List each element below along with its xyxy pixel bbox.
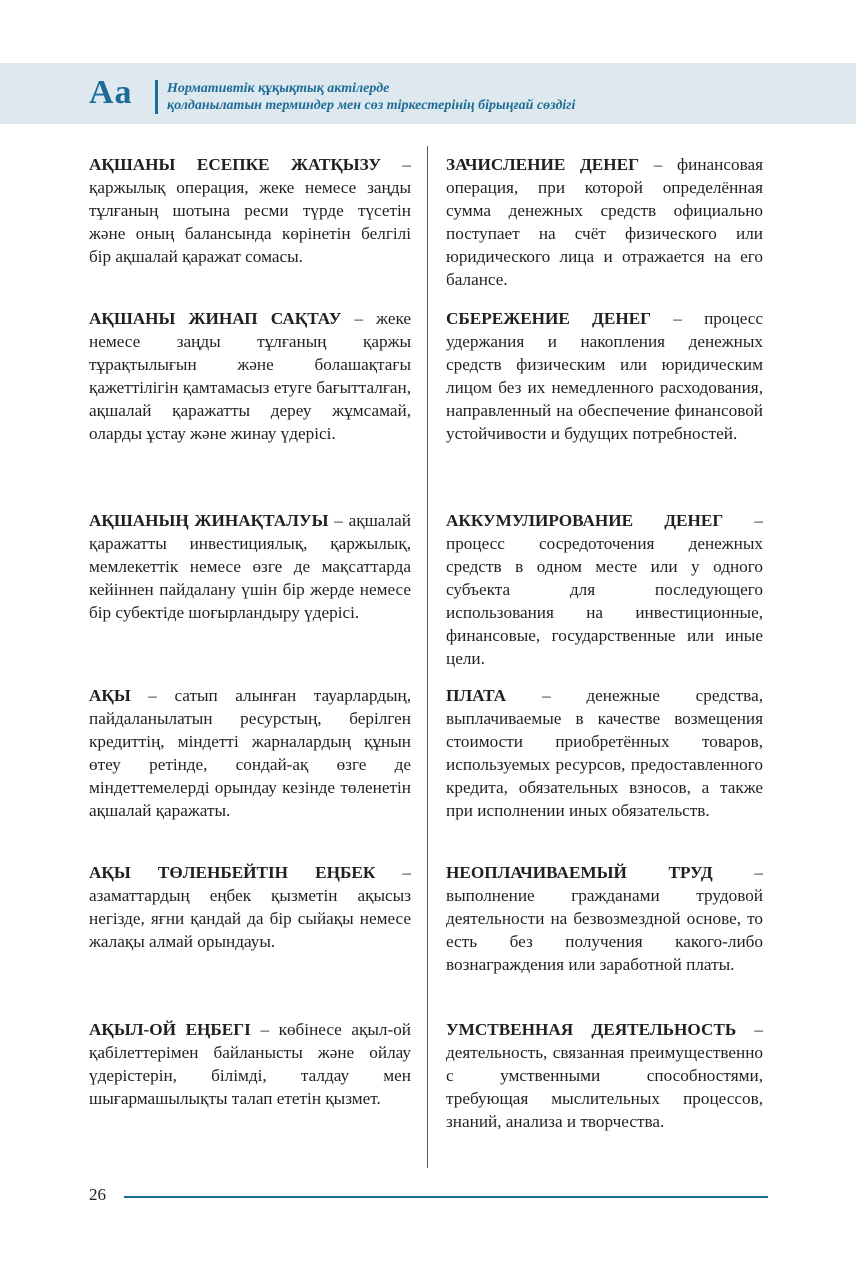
ru-definition: – деятельность, связанная преимущественно с умственными способностями, требующая мыслительных процессов, знаний, анализа и творчества.	[446, 1020, 763, 1131]
kz-definition: – азаматтардың еңбек қызметін ақысыз негізде, яғни қандай да бір сыйақы немесе жалақы алмай орындауы.	[89, 863, 411, 951]
kz-definition: – ақшалай қаражатты инвестициялық, қаржылық, мемлекеттік немесе өзге де мақсаттарда кейіннен пайдалану үшін бір жерде немесе бір субектіде шоғырландыру үдерісі.	[89, 511, 411, 622]
ru-term: УМСТВЕННАЯ ДЕЯТЕЛЬНОСТЬ	[446, 1020, 737, 1039]
header-separator	[155, 80, 158, 114]
kz-term: АҚШАНЫ ЕСЕПКЕ ЖАТҚЫЗУ	[89, 155, 381, 174]
ru-term: СБЕРЕЖЕНИЕ ДЕНЕГ	[446, 309, 652, 328]
kz-term: АҚЫЛ-ОЙ ЕҢБЕГІ	[89, 1020, 251, 1039]
running-header	[167, 80, 575, 114]
ru-term: ЗАЧИСЛЕНИЕ ДЕНЕГ	[446, 155, 640, 174]
kz-term: АҚШАНЫ ЖИНАП САҚТАУ	[89, 309, 342, 328]
ru-entry	[446, 153, 763, 291]
kz-definition: – жеке немесе заңды тұлғаның қаржы тұрақтылығын және болашақтағы қажеттілігін қамтамасыз етуге бағытталған, ақшалай қаражатты дереу жұмсамай, оларды ұстау және жинау үдерісі.	[89, 309, 411, 443]
kz-term: АҚЫ ТӨЛЕНБЕЙТІН ЕҢБЕК	[89, 863, 376, 882]
kz-entry	[89, 861, 411, 953]
header-title-line-1: Нормативтік құқықтық актілерде	[167, 81, 390, 96]
ru-term: ПЛАТА	[446, 686, 507, 705]
kz-entry	[89, 1018, 411, 1110]
kz-term: АҚШАНЫҢ ЖИНАҚТАЛУЫ	[89, 511, 329, 530]
ru-term: АККУМУЛИРОВАНИЕ ДЕНЕГ	[446, 511, 724, 530]
kz-entry	[89, 153, 411, 268]
footer-rule	[124, 1196, 768, 1198]
ru-entry	[446, 861, 763, 976]
kz-definition: – қаржылық операция, жеке немесе заңды тұлғаның шотына ресми түрде түсетін және оның балансында көрінетін белгілі бір ақшалай қаражат сомасы.	[89, 155, 411, 266]
kz-entry	[89, 509, 411, 624]
kz-definition: – көбінесе ақыл-ой қабілеттерімен байланысты және ойлау үдерістерін, білімді, талдау мен шығармашылықты талап ететін қызмет.	[89, 1020, 411, 1108]
dictionary-logo: Aa	[89, 74, 133, 111]
ru-entry	[446, 307, 763, 445]
ru-definition: – денежные средства, выплачиваемые в качестве возмещения стоимости приобретённых товаров, используемых ресурсов, предоставленного кредита, обязательных взносов, а также при исполнении иных обязательств.	[446, 686, 763, 820]
ru-entry	[446, 684, 763, 822]
ru-definition: – финансовая операция, при которой определённая сумма денежных средств официально поступает на счёт физического или юридического лица и отражается на его балансе.	[446, 155, 763, 289]
ru-definition: – процесс сосредоточения денежных средств в одном месте или у одного субъекта для последующего использования на инвестиционные, финансовые, государственные или иные цели.	[446, 511, 764, 668]
ru-definition: – процесс удержания и накопления денежных средств физическим или юридическим лицом без их немедленного расходования, направленный на обеспечение финансовой устойчивости и будущих потребностей.	[446, 309, 764, 443]
ru-definition: – выполнение гражданами трудовой деятельности на безвозмездной основе, то есть без получения какого-либо вознаграждения или заработной платы.	[446, 863, 763, 974]
column-divider	[427, 146, 428, 1168]
ru-term: НЕОПЛАЧИВАЕМЫЙ ТРУД	[446, 863, 713, 882]
kz-entry	[89, 684, 411, 822]
kz-term: АҚЫ	[89, 686, 131, 705]
page-number: 26	[89, 1185, 106, 1204]
kz-definition: – сатып алынған тауарлардың, пайдаланылатын ресурстың, берілген кредиттің, міндетті жарналардың құнын өтеу ретінде, сондай-ақ өзге де міндеттемелерді орындау кезінде төленетін ақшалай қаражаты.	[89, 686, 411, 820]
ru-entry	[446, 509, 763, 670]
header-title-line-2: қолданылатын терминдер мен сөз тіркестерінің бірыңғай сөздігі	[167, 98, 576, 113]
kz-entry	[89, 307, 411, 445]
ru-entry	[446, 1018, 763, 1133]
